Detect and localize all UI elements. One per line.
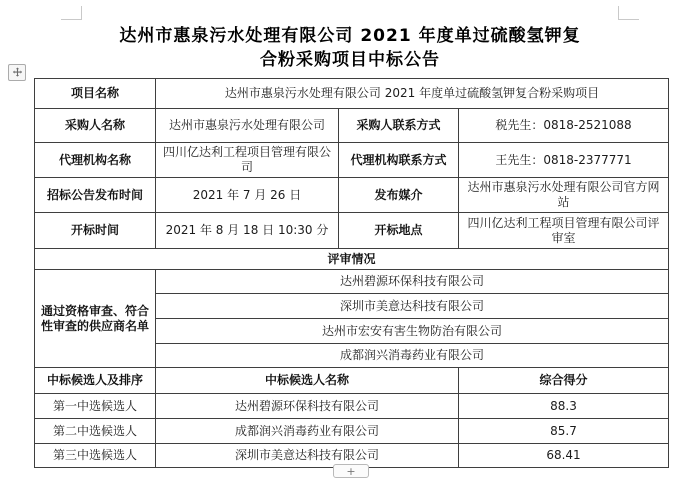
purchaser-contact-value: 税先生：0818-2521088 [459,109,669,143]
purchaser-name-label: 采购人名称 [35,109,156,143]
candidate-2-rank: 第二中选候选人 [35,419,156,444]
project-name-label: 项目名称 [35,79,156,109]
ranking-header-rank: 中标候选人及排序 [35,368,156,394]
agency-name-value: 四川亿达利工程项目管理有限公司 [156,143,339,178]
announce-time-label: 招标公告发布时间 [35,178,156,213]
bid-open-time-label: 开标时间 [35,213,156,249]
purchaser-name-value: 达州市惠泉污水处理有限公司 [156,109,339,143]
page-margin-mark-top-left [61,6,82,20]
candidate-3-rank: 第三中选候选人 [35,444,156,468]
page-margin-mark-top-right [618,6,639,20]
purchaser-contact-label: 采购人联系方式 [339,109,459,143]
bid-open-time-value: 2021 年 8 月 18 日 10:30 分 [156,213,339,249]
document-title-line2: 合粉采购项目中标公告 [260,50,440,70]
project-name-value: 达州市惠泉污水处理有限公司 2021 年度单过硫酸氢钾复合粉采购项目 [156,79,669,109]
table-row [35,270,669,294]
plus-icon: + [346,464,356,478]
table-row [35,109,669,143]
publish-media-label: 发布媒介 [339,178,459,213]
bid-open-place-label: 开标地点 [339,213,459,249]
bid-open-place-value: 四川亿达利工程项目管理有限公司评审室 [459,213,669,249]
candidate-1-score: 88.3 [459,394,669,419]
candidate-1-rank: 第一中选候选人 [35,394,156,419]
ranking-header-name: 中标候选人名称 [156,368,459,394]
announce-time-value: 2021 年 7 月 26 日 [156,178,339,213]
add-row-button[interactable] [333,464,369,478]
table-row [35,213,669,249]
table-move-handle[interactable] [8,64,26,81]
table-row [35,368,669,394]
table-row [35,143,669,178]
qualified-supplier-3: 达州市宏安有害生物防治有限公司 [156,319,669,344]
table-row [35,79,669,109]
candidate-2-name: 成都润兴消毒药业有限公司 [156,419,459,444]
table-row [35,178,669,213]
candidate-3-name: 深圳市美意达科技有限公司 [156,444,459,468]
agency-contact-label: 代理机构联系方式 [339,143,459,178]
publish-media-value: 达州市惠泉污水处理有限公司官方网站 [459,178,669,213]
agency-name-label: 代理机构名称 [35,143,156,178]
candidate-1-name: 达州碧源环保科技有限公司 [156,394,459,419]
ranking-header-score: 综合得分 [459,368,669,394]
qualified-suppliers-label: 通过资格审查、符合性审查的供应商名单 [35,270,156,368]
review-section-header: 评审情况 [35,249,669,270]
bid-announcement-table [34,78,669,468]
table-row [35,419,669,444]
candidate-3-score: 68.41 [459,444,669,468]
agency-contact-value: 王先生：0818-2377771 [459,143,669,178]
table-row [35,249,669,270]
move-icon [12,63,23,82]
document-title [40,24,660,72]
table-row [35,394,669,419]
qualified-supplier-4: 成都润兴消毒药业有限公司 [156,344,669,368]
candidate-2-score: 85.7 [459,419,669,444]
qualified-supplier-2: 深圳市美意达科技有限公司 [156,294,669,319]
document-title-line1: 达州市惠泉污水处理有限公司 2021 年度单过硫酸氢钾复 [119,26,581,46]
qualified-supplier-1: 达州碧源环保科技有限公司 [156,270,669,294]
